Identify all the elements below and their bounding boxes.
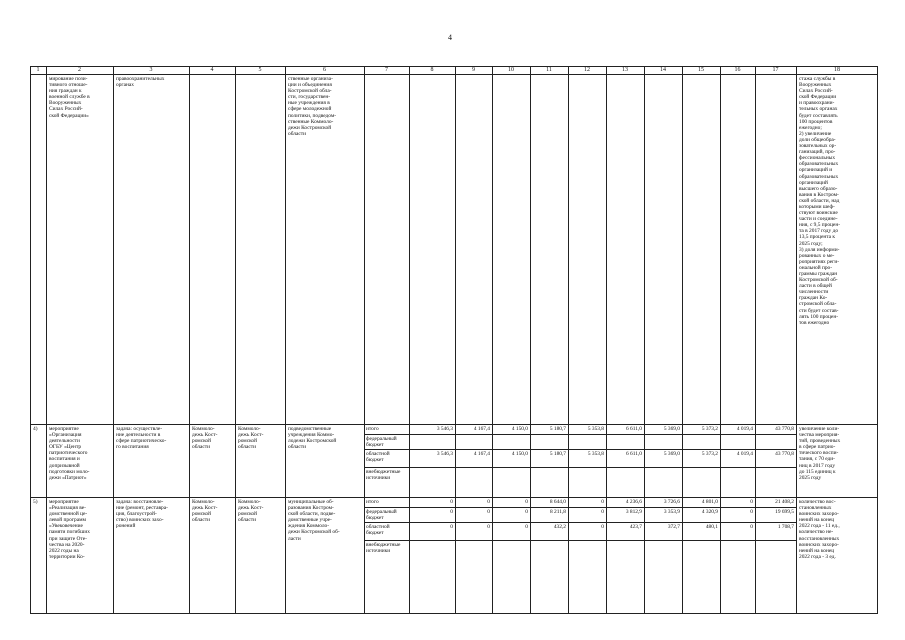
- value-cell: 5 180,7: [549, 451, 566, 457]
- col-header-7: 7: [385, 67, 388, 73]
- col-divider: [285, 66, 286, 614]
- value-cell: 5 373,2: [701, 426, 718, 432]
- cont-col18-text: стажа службы в Вооруженных Силах Россий- ской Федерации и правоохрани- тельных органах будет составлять 100 процентов ежегодно; 2) увеличение доли общеобра- зовательных ор- ганизаций, про- фессиональных образовательных организаций и образовательных организаций высшего образо- вания в Костром- ской области, над которыми шеф- ствуют воинские части и соедине- ния, с 9,5 процен- та в 2017 году до 13,5 процента к 2025 году; 3) доля информи- рованных о ме- роприятиях реги- ональной про- граммы граждан Костромской об- ласти в общей численности граждан Ко- стромской обла- сти будет состав- лять 100 процен- тов ежегодно: [799, 76, 841, 326]
- row5-source-total: итого: [366, 499, 379, 505]
- value-cell: 4 019,4: [736, 426, 753, 432]
- row4-col6-text: подведомственные учреждения Коммо- лодежи Костромской области: [288, 426, 337, 451]
- value-cell: 3 353,9: [663, 509, 680, 515]
- row4-col3-text: задача: осуществле- ние деятельности в сфере патриотическо- го воспитания: [116, 426, 167, 451]
- value-cell: 372,7: [667, 524, 680, 530]
- subrow-rule: [364, 522, 796, 523]
- row5-col18-text: количество вос- становленных воинских захоро- нений на конец 2022 года - 11 ед., количество не- восстановленных воинских захоро- нений на конец 2022 года - 3 ед.: [799, 499, 840, 560]
- value-cell: 5 353,8: [587, 426, 604, 432]
- value-cell: 0: [450, 499, 453, 505]
- value-cell: 4 150,0: [511, 426, 528, 432]
- col-header-16: 16: [734, 67, 741, 73]
- value-cell: 3 812,9: [625, 509, 642, 515]
- value-cell: 0: [750, 509, 753, 515]
- col-divider: [530, 66, 531, 614]
- col-divider: [644, 66, 645, 614]
- cont-col6-text: ственные организа- ции и объединения Костромской обла- сти, государствен- ные учреждения в сфере молодежной политики, подведом- ственные Коммоло- дежи Костромской области: [288, 76, 337, 137]
- value-cell: 0: [525, 499, 528, 505]
- col-header-3: 3: [149, 67, 153, 73]
- row5-col4-text: Коммоло- дежь Кост- ромской области: [192, 499, 218, 524]
- value-cell: 0: [601, 524, 604, 530]
- col-header-10: 10: [508, 67, 514, 73]
- col-header-5: 5: [258, 67, 262, 73]
- value-cell: 0: [487, 524, 490, 530]
- col-header-18: 18: [834, 67, 840, 73]
- value-cell: 3 546,3: [436, 426, 453, 432]
- row4-col18-text: увеличение коли- чества мероприя- тий, проведенных в сфере патрио- тического воспи- тания, с 70 еди- ниц в 2017 году до 115 единиц к 2025 году: [799, 426, 841, 481]
- col-header-1: 1: [36, 67, 40, 73]
- col-header-17: 17: [772, 67, 779, 73]
- subrow-rule: [364, 467, 796, 468]
- subrow-rule: [364, 507, 796, 508]
- value-cell: 3 546,3: [436, 451, 453, 457]
- row4-col2-text: мероприятие «Организация деятельности ОГБУ «Центр патриотического воспитания и допризывной подготовки моло- дежи «Патриот»: [49, 426, 90, 481]
- value-cell: 4 167,4: [473, 426, 490, 432]
- col-divider: [492, 66, 493, 614]
- subrow-rule: [364, 540, 796, 541]
- col-divider: [189, 66, 190, 614]
- value-cell: 5 353,8: [587, 451, 604, 457]
- row4-col5-text: Коммоло- дежь Кост- ромской области: [238, 426, 264, 451]
- col-header-6: 6: [323, 67, 326, 73]
- col-divider: [46, 66, 47, 614]
- col-divider: [409, 66, 410, 614]
- subrow-rule: [364, 434, 796, 435]
- col-header-15: 15: [698, 67, 704, 73]
- page-number: 4: [448, 33, 452, 42]
- col-divider: [113, 66, 114, 614]
- col-header-4: 4: [210, 67, 214, 73]
- value-cell: 43 770,8: [775, 451, 794, 457]
- row5-source-regional: областной бюджет: [366, 524, 390, 537]
- row5-col6-text: муниципальные об- разования Костром- ской области, подве- домственные учре- ждения Коммоло- дежи Костромской об- ласти: [288, 499, 340, 542]
- col-header-8: 8: [430, 67, 434, 73]
- col-divider: [364, 66, 365, 614]
- col-divider: [606, 66, 607, 614]
- value-cell: 4 236,6: [625, 499, 642, 505]
- row4-source-federal: федеральный бюджет: [366, 436, 397, 449]
- value-cell: 4 167,4: [473, 451, 490, 457]
- col-header-2: 2: [78, 67, 81, 73]
- value-cell: 6 611,0: [626, 426, 642, 432]
- value-cell: 480,1: [705, 524, 718, 530]
- cont-col3-text: правоохранительных органах: [116, 76, 165, 89]
- value-cell: 5 180,7: [549, 426, 566, 432]
- value-cell: 0: [525, 509, 528, 515]
- cont-col2-text: мирование пози- тивного отноше- ния граждан к военной службе в Вооруженных Силах Россий- ской Федерации»: [49, 76, 90, 119]
- col-header-9: 9: [472, 67, 475, 73]
- col-divider: [568, 66, 569, 614]
- value-cell: 0: [450, 509, 453, 515]
- subrow-rule: [364, 449, 796, 450]
- value-cell: 3 726,6: [663, 499, 680, 505]
- value-cell: 0: [525, 524, 528, 530]
- value-cell: 8 211,8: [550, 509, 566, 515]
- value-cell: 4 019,4: [736, 451, 753, 457]
- col-header-12: 12: [584, 67, 590, 73]
- col-divider: [455, 66, 456, 614]
- value-cell: 21 408,2: [775, 499, 794, 505]
- value-cell: 4 801,0: [701, 499, 718, 505]
- value-cell: 4 320,9: [701, 509, 718, 515]
- row4-source-regional: областной бюджет: [366, 451, 390, 464]
- row5-col3-text: задача: восстановле- ние (ремонт, реставра- ция, благоустрой- ство) воинских захо- ронений: [116, 499, 168, 530]
- value-cell: 43 770,8: [775, 426, 794, 432]
- value-cell: 6 611,0: [626, 451, 642, 457]
- value-cell: 0: [750, 524, 753, 530]
- col-divider: [235, 66, 236, 614]
- row5-source-offbudget: внебюджетные источники: [366, 542, 401, 555]
- row4-source-offbudget: внебюджетные источники: [366, 469, 401, 482]
- row4-source-total: итого: [366, 426, 379, 432]
- value-cell: 0: [601, 499, 604, 505]
- value-cell: 432,2: [553, 524, 566, 530]
- row5-col2-text: мероприятие «Реализация ве- домственной це- левой программ «Увековечение памяти погибших при защите Оте- чества на 2020- 2022 годы на территории Ко-: [49, 499, 90, 560]
- col-header-11: 11: [546, 67, 552, 73]
- header-rule: [30, 74, 878, 75]
- value-cell: 423,7: [629, 524, 642, 530]
- value-cell: 4 150,0: [511, 451, 528, 457]
- col-divider: [682, 66, 683, 614]
- value-cell: 19 699,5: [775, 509, 794, 515]
- row5-col5-text: Коммоло- дежь Кост- ромской области: [238, 499, 264, 524]
- col-divider: [755, 66, 756, 614]
- row5-number: 5): [33, 499, 38, 505]
- col-divider: [720, 66, 721, 614]
- value-cell: 1 708,7: [777, 524, 794, 530]
- col-divider: [796, 66, 797, 614]
- value-cell: 5 369,0: [663, 451, 680, 457]
- value-cell: 0: [487, 499, 490, 505]
- value-cell: 0: [487, 509, 490, 515]
- row-rule: [30, 424, 878, 425]
- value-cell: 8 644,0: [549, 499, 566, 505]
- col-header-14: 14: [660, 67, 666, 73]
- row5-source-federal: федеральный бюджет: [366, 509, 397, 522]
- value-cell: 5 369,0: [663, 426, 680, 432]
- value-cell: 0: [750, 499, 753, 505]
- value-cell: 0: [601, 509, 604, 515]
- value-cell: 5 373,2: [701, 451, 718, 457]
- row4-col4-text: Коммоло- дежь Кост- ромской области: [192, 426, 218, 451]
- row4-number: 4): [33, 426, 38, 432]
- row-rule: [30, 497, 878, 498]
- value-cell: 0: [450, 524, 453, 530]
- col-header-13: 13: [622, 67, 628, 73]
